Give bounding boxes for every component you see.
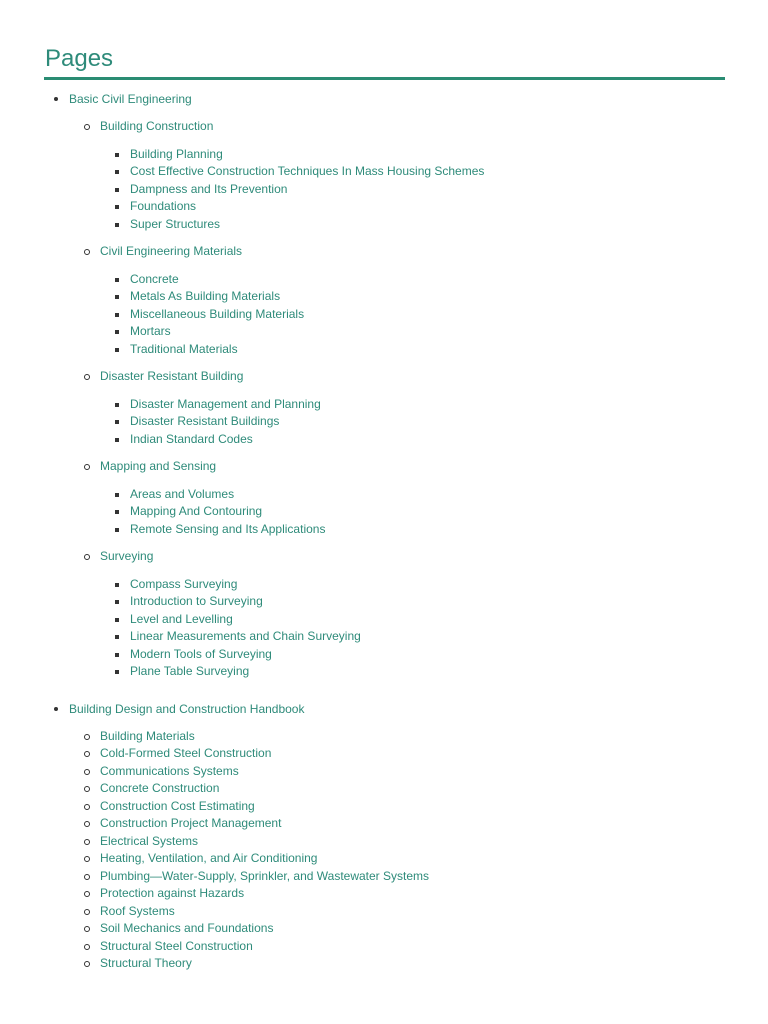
page-link-super-structures[interactable]: Super Structures [130, 216, 484, 234]
sub-list [100, 146, 484, 234]
page-link-soil-mechanics-and-foundations[interactable]: Soil Mechanics and Foundations [100, 920, 484, 938]
list-item [69, 955, 484, 973]
list-item [69, 368, 484, 448]
list-item [69, 780, 484, 798]
list-item [100, 216, 484, 234]
page-link-communications-systems[interactable]: Communications Systems [100, 763, 484, 781]
list-item [100, 306, 484, 324]
page-link-building-design-and-construction-handbook[interactable]: Building Design and Construction Handbook [69, 700, 484, 718]
sub-list [69, 728, 484, 973]
page-link-remote-sensing-and-its-applications[interactable]: Remote Sensing and Its Applications [130, 521, 484, 539]
sub-list [100, 486, 484, 539]
list-item [69, 243, 484, 358]
sub-list [100, 396, 484, 449]
list-item [69, 548, 484, 681]
page-link-indian-standard-codes[interactable]: Indian Standard Codes [130, 431, 484, 449]
list-item [0, 700, 484, 973]
list-item [69, 885, 484, 903]
list-item [69, 938, 484, 956]
list-item [69, 728, 484, 746]
page-link-building-planning[interactable]: Building Planning [130, 146, 484, 164]
list-item [100, 663, 484, 681]
list-item [100, 288, 484, 306]
page-link-mapping-and-sensing[interactable]: Mapping and Sensing [100, 458, 484, 476]
list-item [100, 181, 484, 199]
list-item [69, 850, 484, 868]
list-item [100, 146, 484, 164]
page-link-concrete-construction[interactable]: Concrete Construction [100, 780, 484, 798]
sub-list [100, 271, 484, 359]
list-item [100, 413, 484, 431]
page-link-miscellaneous-building-materials[interactable]: Miscellaneous Building Materials [130, 306, 484, 324]
list-item [100, 628, 484, 646]
list-item [100, 323, 484, 341]
list-item [100, 486, 484, 504]
list-item [69, 868, 484, 886]
list-item [69, 920, 484, 938]
list-item [0, 90, 484, 681]
list-item [100, 593, 484, 611]
page-link-cost-effective-construction-techniques-in-mass-housing-schemes[interactable]: Cost Effective Construction Techniques In Mass Housing Schemes [130, 163, 484, 181]
page-link-surveying[interactable]: Surveying [100, 548, 484, 566]
page-link-concrete[interactable]: Concrete [130, 271, 484, 289]
list-item [100, 521, 484, 539]
list-item [100, 503, 484, 521]
list-item [100, 646, 484, 664]
title-divider [44, 77, 725, 80]
list-item [69, 815, 484, 833]
page-link-linear-measurements-and-chain-surveying[interactable]: Linear Measurements and Chain Surveying [130, 628, 484, 646]
page-link-protection-against-hazards[interactable]: Protection against Hazards [100, 885, 484, 903]
list-item [100, 163, 484, 181]
page-link-disaster-resistant-building[interactable]: Disaster Resistant Building [100, 368, 484, 386]
page-link-cold-formed-steel-construction[interactable]: Cold-Formed Steel Construction [100, 745, 484, 763]
list-item [69, 798, 484, 816]
list-item [69, 118, 484, 233]
list-item [100, 611, 484, 629]
pages-tree [0, 90, 484, 973]
page-link-plumbing-water-supply-sprinkler-and-wastewater-systems[interactable]: Plumbing—Water-Supply, Sprinkler, and Wastewater Systems [100, 868, 484, 886]
page-link-modern-tools-of-surveying[interactable]: Modern Tools of Surveying [130, 646, 484, 664]
page-link-plane-table-surveying[interactable]: Plane Table Surveying [130, 663, 484, 681]
list-item [100, 271, 484, 289]
page-link-structural-steel-construction[interactable]: Structural Steel Construction [100, 938, 484, 956]
list-item [69, 833, 484, 851]
page-link-disaster-resistant-buildings[interactable]: Disaster Resistant Buildings [130, 413, 484, 431]
page-link-construction-project-management[interactable]: Construction Project Management [100, 815, 484, 833]
list-item [100, 396, 484, 414]
page-link-metals-as-building-materials[interactable]: Metals As Building Materials [130, 288, 484, 306]
list-item [100, 576, 484, 594]
list-item [100, 198, 484, 216]
page-link-areas-and-volumes[interactable]: Areas and Volumes [130, 486, 484, 504]
page-link-foundations[interactable]: Foundations [130, 198, 484, 216]
page-link-basic-civil-engineering[interactable]: Basic Civil Engineering [69, 90, 484, 108]
sub-list [69, 118, 484, 681]
list-item [100, 341, 484, 359]
page-link-building-materials[interactable]: Building Materials [100, 728, 484, 746]
page-link-heating-ventilation-and-air-conditioning[interactable]: Heating, Ventilation, and Air Conditioning [100, 850, 484, 868]
page-link-roof-systems[interactable]: Roof Systems [100, 903, 484, 921]
page-link-structural-theory[interactable]: Structural Theory [100, 955, 484, 973]
page-link-level-and-levelling[interactable]: Level and Levelling [130, 611, 484, 629]
page-title: Pages [45, 45, 114, 72]
page-link-traditional-materials[interactable]: Traditional Materials [130, 341, 484, 359]
page-link-compass-surveying[interactable]: Compass Surveying [130, 576, 484, 594]
page-link-mapping-and-contouring[interactable]: Mapping And Contouring [130, 503, 484, 521]
list-item [69, 763, 484, 781]
page-link-electrical-systems[interactable]: Electrical Systems [100, 833, 484, 851]
page-link-mortars[interactable]: Mortars [130, 323, 484, 341]
page-link-dampness-and-its-prevention[interactable]: Dampness and Its Prevention [130, 181, 484, 199]
page-link-construction-cost-estimating[interactable]: Construction Cost Estimating [100, 798, 484, 816]
page-link-disaster-management-and-planning[interactable]: Disaster Management and Planning [130, 396, 484, 414]
list-item [100, 431, 484, 449]
sub-list [100, 576, 484, 681]
page-link-building-construction[interactable]: Building Construction [100, 118, 484, 136]
list-item [69, 745, 484, 763]
page-link-civil-engineering-materials[interactable]: Civil Engineering Materials [100, 243, 484, 261]
page-link-introduction-to-surveying[interactable]: Introduction to Surveying [130, 593, 484, 611]
list-item [69, 458, 484, 538]
list-item [69, 903, 484, 921]
